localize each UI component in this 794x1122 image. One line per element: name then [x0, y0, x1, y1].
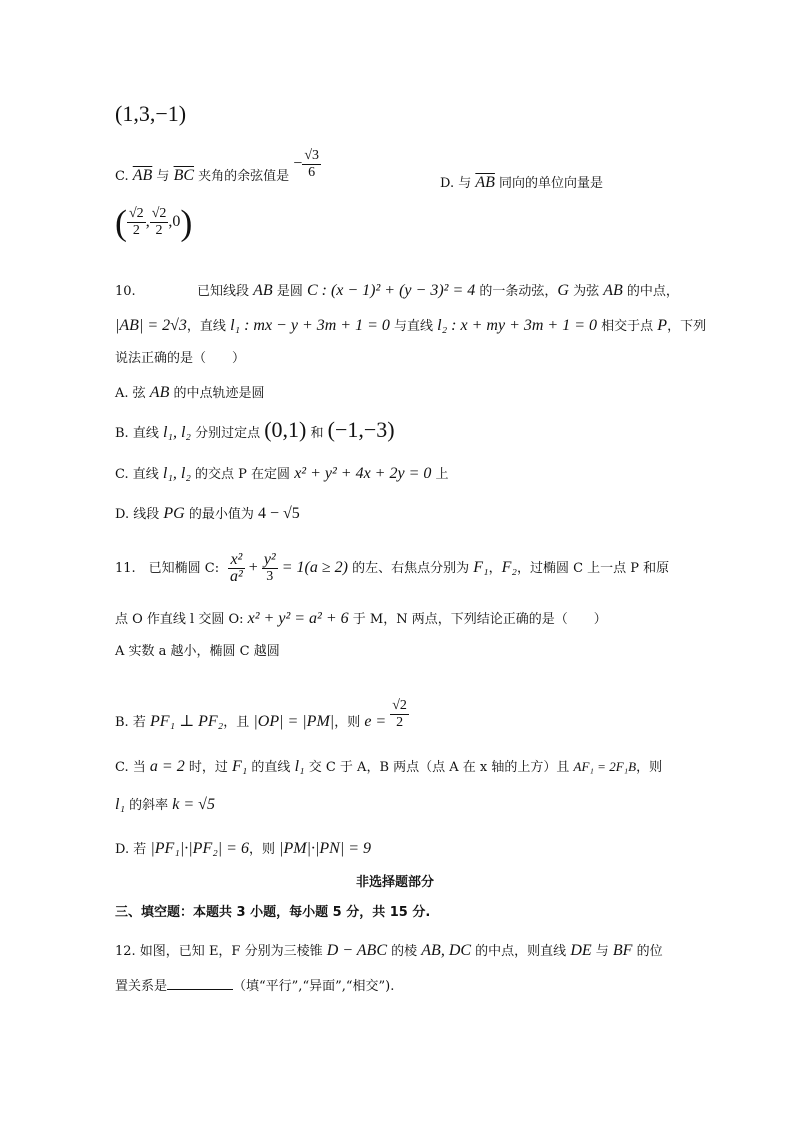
question-11-option-b: B. 若 PF₁ ⊥ PF₂，且 |OP| = |PM|，则 e = $\frac{√2}{2}$ [115, 698, 407, 730]
question-12-line-2: 置关系是 （填“平行”,“异面”,“相交”). [115, 976, 394, 996]
question-11-option-c-line-2: l₁ 的斜率 k = √5 [115, 796, 215, 813]
question-11-line-1: 11. 已知椭圆 C: $\frac{\text{x²}}{\text{a²}}$ + $\frac{\text{y²}}{3}$ = 1(a ≥ 2) 的左、右焦点分别为 F₁，F₂，过椭圆 C 上一点 P 和原 [115, 551, 670, 585]
question-11-option-a: A 实数 a 越小，椭圆 C 越圆 [115, 644, 280, 659]
question-10-option-b: B. 直线 l₁, l₂ 分别过定点 (0,1) 和 (−1,−3) [115, 417, 395, 442]
section-nonchoice-heading: 非选择题部分 [356, 875, 435, 890]
question-10-option-c: C. 直线 l₁, l₂ 的交点 P 在定圆 x² + y² + 4x + 2y = 0 上 [115, 465, 449, 482]
option-d: D. 与 $\overline{AB}$ 同向的单位向量是 [440, 174, 604, 191]
question-11-line-2: 点 O 作直线 l 交圆 O: x² + y² = a² + 6 于 M，N 两点，下列结论正确的是（ ） [115, 610, 607, 627]
question-12-line-1: 12. 如图，已知 E，F 分别为三棱锥 D − ABC 的棱 AB, DC 的中点，则直线 DE 与 BF 的位 [115, 942, 663, 959]
question-10-line-2: |AB| = 2√3，直线 l₁ : mx − y + 3m + 1 = 0 与直线 l₂ : x + my + 3m + 1 = 0 相交于点 P，下列 [115, 317, 707, 334]
question-11-option-c-line-1: C. 当 a = 2 时，过 F₁ 的直线 l₁ 交 C 于 A，B 两点（点 A 在 x 轴的上方）且 AF₁ = 2F₁B，则 [115, 758, 663, 775]
option-b-vector: (1,3,−1) [115, 101, 187, 126]
question-10-option-a: A. 弦 AB 的中点轨迹是圆 [115, 384, 265, 401]
question-10-line-3: 说法正确的是（ ） [115, 351, 246, 366]
question-10-line-1: 10. 已知线段 AB 是圆 C : (x − 1)² + (y − 3)² = 4 的一条动弦，G 为弦 AB 的中点， [115, 282, 679, 299]
section-3-heading: 三、填空题：本题共 3 小题，每小题 5 分，共 15 分. [115, 905, 431, 920]
fraction-sqrt3-over-6: $\frac{√3}{6}$ [304, 148, 320, 180]
question-10-option-d: D. 线段 PG 的最小值为 4 − √5 [115, 505, 300, 522]
answer-blank[interactable] [167, 976, 233, 990]
option-c: C. $\overline{AB}$ 与 $\overline{BC}$ 夹角的余弦值是 − $\frac{√3}{6}$ [115, 148, 320, 184]
question-11-option-d: D. 若 |PF₁|·|PF₂| = 6，则 |PM|·|PN| = 9 [115, 840, 372, 857]
option-d-vector: ( $\frac{√2}{2}$ , $\frac{√2}{2}$ ,0) [115, 202, 193, 243]
